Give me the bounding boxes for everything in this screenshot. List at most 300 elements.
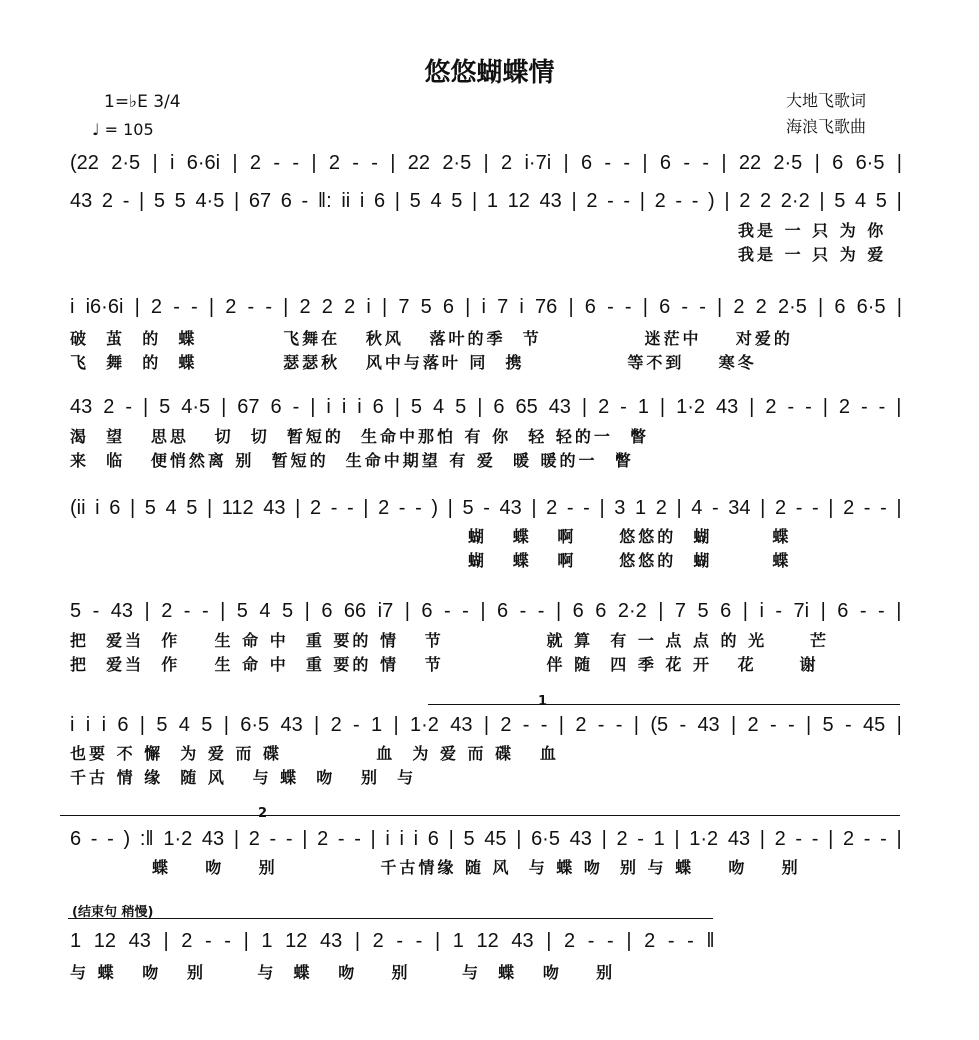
note: - (795, 828, 803, 850)
note: - (269, 828, 277, 850)
note: - (597, 714, 605, 736)
note: - (519, 600, 527, 622)
note: - (811, 497, 819, 519)
note: 7 (398, 296, 410, 318)
note: - (92, 600, 100, 622)
note: 2 (181, 930, 193, 952)
note: 67 (237, 396, 260, 418)
ending-lyrics: 与 蝶 吻 别 与 蝶 吻 别 与 蝶 吻 别 (70, 963, 616, 982)
volta-bracket-2 (60, 815, 900, 816)
note: i (85, 714, 91, 736)
bar-line: | (742, 600, 748, 622)
note: 6·6i (186, 152, 221, 174)
note: ) (431, 497, 439, 519)
note: 6 (117, 714, 129, 736)
note: i (70, 714, 75, 736)
note: 6 (270, 396, 282, 418)
bar-line: | (658, 600, 664, 622)
note: 2 (500, 714, 512, 736)
note: 43 (128, 930, 151, 952)
note: i (759, 600, 764, 622)
note: - (201, 600, 209, 622)
note: - (863, 497, 871, 519)
note: - (624, 296, 632, 318)
note: 2·2 (780, 190, 810, 212)
note: 4 (855, 190, 867, 212)
note: 2 (330, 714, 342, 736)
note: 4 (259, 600, 271, 622)
bar-line: | (390, 152, 396, 174)
bar-line: | (477, 396, 483, 418)
note: 2·2 (617, 600, 647, 622)
note: 6·5 (240, 714, 270, 736)
note: 6 (497, 600, 509, 622)
note: i (70, 296, 75, 318)
note: - (371, 152, 378, 174)
note: - (880, 497, 887, 519)
bar-line: | (531, 497, 537, 519)
bar-line: | (394, 396, 400, 418)
bar-line: | (642, 296, 648, 318)
note: 1 (634, 497, 647, 519)
lyrics-line: 破 茧 的 蝶 飞舞在 秋风 落叶的季 节 迷茫中 对爱的 (70, 329, 793, 348)
note: 2 (225, 296, 237, 318)
note: i·7i (524, 152, 552, 174)
note: 5 (463, 828, 475, 850)
bar-line: | (152, 152, 158, 174)
note: (ii (70, 497, 86, 519)
bar-line: | (626, 930, 632, 952)
bar-line: | (472, 190, 478, 212)
bar-line: | (233, 828, 240, 850)
note: 5 (186, 497, 198, 519)
note: 12 (93, 930, 116, 952)
note: - (398, 497, 406, 519)
bar-line: | (314, 714, 320, 736)
note: 43 (499, 497, 522, 519)
bar-line: | (568, 296, 574, 318)
bar-line: | (749, 396, 755, 418)
note: 2 (103, 396, 115, 418)
volta-bracket-1 (428, 704, 900, 705)
note: - (483, 497, 490, 519)
note: - (788, 714, 795, 736)
note: - (540, 714, 548, 736)
note: 5 (455, 396, 467, 418)
note: 5 (282, 600, 294, 622)
note: 6 (442, 296, 455, 318)
bar-line: | (480, 600, 486, 622)
notation-system (70, 152, 902, 175)
lyrics-line: 把 爱当 作 生 命 中 重 要的 情 节 就 算 有 一 点 点 的 光 芒 (70, 631, 829, 650)
note: i (101, 714, 107, 736)
composer-credit: 海浪飞歌曲 (786, 117, 867, 136)
note: 5 (697, 600, 709, 622)
note: 43 (569, 828, 592, 850)
notation-system (70, 296, 902, 319)
note: 5 (174, 190, 186, 212)
notation-system (70, 828, 902, 851)
note: 12 (285, 930, 308, 952)
note: - (301, 190, 309, 212)
note: - (620, 396, 627, 418)
bar-line: | (896, 497, 902, 519)
note: 2 (774, 828, 786, 850)
note: - (462, 600, 469, 622)
note: 5 (834, 190, 846, 212)
lyrics-line: 千古 情 缘 随 风 与 蝶 吻 别 与 (70, 768, 417, 787)
bar-line: | (546, 930, 552, 952)
note: 12 (476, 930, 499, 952)
note: - (880, 828, 887, 850)
note: 5 (822, 714, 834, 736)
note: 6 (834, 296, 846, 318)
note: - (702, 152, 709, 174)
note: 2 (644, 930, 656, 952)
note: - (615, 714, 623, 736)
note: 1·2 (676, 396, 705, 418)
note: 6·5 (856, 296, 886, 318)
bar-line: | (304, 600, 310, 622)
note: 6 (659, 296, 671, 318)
note: - (265, 296, 272, 318)
bar-line: | (896, 600, 902, 622)
note: 43 (511, 930, 534, 952)
note: 6 (372, 396, 384, 418)
note: 43 (70, 190, 93, 212)
bar-line: | (129, 497, 136, 519)
note: 6 (321, 600, 333, 622)
note: - (667, 930, 675, 952)
key-signature: 1=♭E 3/4 (104, 92, 181, 112)
note: 2 (546, 497, 558, 519)
note: 1 (486, 190, 498, 212)
note: - (583, 497, 590, 519)
note: - (330, 497, 338, 519)
note: - (273, 152, 281, 174)
bar-line: | (483, 714, 490, 736)
note: - (566, 497, 574, 519)
note: 43 (263, 497, 286, 519)
bar-line: | (221, 396, 227, 418)
lyrics-line: 我是 一 只 为 你 (738, 221, 887, 240)
note: 2 (378, 497, 390, 519)
note: i (385, 828, 390, 850)
note: - (878, 396, 886, 418)
note: - (691, 190, 699, 212)
note: - (623, 152, 631, 174)
notation-system (70, 396, 902, 419)
note: 43 (201, 828, 225, 850)
note: 2 (843, 497, 855, 519)
note: 2 (774, 497, 787, 519)
note: - (224, 930, 231, 952)
note: 22 (738, 152, 762, 174)
note: 22 (407, 152, 430, 174)
note: 2 (564, 930, 576, 952)
note: 2 (616, 828, 628, 850)
note: - (637, 828, 644, 850)
note: i7 (377, 600, 394, 622)
note: 6 (70, 828, 82, 850)
note: i (357, 396, 362, 418)
note: - (687, 930, 694, 952)
note: - (415, 497, 422, 519)
note: 2 (733, 296, 745, 318)
bar-line: | (818, 296, 824, 318)
note: - (712, 497, 719, 519)
bar-line: | (828, 497, 834, 519)
bar-line: | (206, 497, 213, 519)
bar-line: | (311, 152, 317, 174)
note: 43 (70, 396, 93, 418)
note: - (878, 600, 885, 622)
bar-line: | (448, 828, 454, 850)
note: 5 (409, 190, 421, 212)
note: - (444, 600, 451, 622)
note: 4 (165, 497, 177, 519)
bar-line: | (370, 828, 376, 850)
note: i (341, 396, 347, 418)
note: - (191, 296, 198, 318)
note: - (537, 600, 545, 622)
bar-line: | (354, 930, 361, 952)
note: 76 (535, 296, 558, 318)
note: 1 (371, 714, 383, 736)
note: 5 (410, 396, 423, 418)
note: 4 (433, 396, 445, 418)
bar-line: | (828, 828, 834, 850)
note: 2 (838, 396, 851, 418)
note: 6 (421, 600, 433, 622)
bar-line: | (447, 497, 453, 519)
note: 6 (109, 497, 121, 519)
note: - (679, 714, 687, 736)
ending-notation (70, 930, 715, 953)
bar-line: | (896, 828, 902, 850)
note: 2 (321, 296, 333, 318)
note: 7 (674, 600, 687, 622)
bar-line: | (760, 497, 766, 519)
note: 43 (539, 190, 562, 212)
bar-line: | (381, 296, 388, 318)
note: 2 (586, 190, 598, 212)
bar-line: | (393, 714, 399, 736)
note: 5 (156, 714, 168, 736)
bar-line: | (820, 600, 826, 622)
lyricist-credit: 大地飞歌词 (786, 91, 867, 110)
note: - (787, 396, 795, 418)
notation-system (70, 190, 902, 213)
note: 2 (309, 497, 322, 519)
bar-line: | (134, 296, 140, 318)
note: 2 (842, 828, 855, 850)
bar-line: | (555, 600, 562, 622)
note: 4·5 (195, 190, 225, 212)
note: - (522, 714, 530, 736)
note: - (292, 152, 299, 174)
note: - (346, 497, 354, 519)
bar-line: | (819, 190, 825, 212)
note: - (607, 930, 614, 952)
bar-line: | (404, 600, 410, 622)
note: 6 (427, 828, 439, 850)
bar-line: | (599, 497, 605, 519)
bar-line: | (721, 152, 727, 174)
bar-line: | (571, 190, 577, 212)
note: i (481, 296, 486, 318)
lyrics-line: 蝴 蝶 啊 悠悠的 蝴 蝶 (468, 527, 792, 546)
lyrics-line: 来 临 便悄然离 别 暂短的 生命中期望 有 爱 暖 暖的一 瞥 (70, 451, 634, 470)
note: 2 (101, 190, 114, 212)
note: - (683, 152, 691, 174)
note: 2 (248, 828, 260, 850)
note: - (607, 296, 614, 318)
bar-line: | (717, 296, 723, 318)
note: 6 (374, 190, 386, 212)
note: - (125, 396, 132, 418)
bar-line: | (139, 714, 145, 736)
bar-line: | (516, 828, 522, 850)
note: 2 (765, 396, 777, 418)
note: 6·5 (531, 828, 560, 850)
bar-line: | (142, 396, 149, 418)
bar-line: | (223, 714, 229, 736)
bar-line: | (208, 296, 215, 318)
note: 6 (280, 190, 292, 212)
volta-2-label: 2 (258, 806, 268, 821)
lyrics-line: 渴 望 思思 切 切 暂短的 生命中那怕 有 你 轻 轻的一 瞥 (70, 427, 649, 446)
note: 5 (70, 600, 82, 622)
note: - (247, 296, 255, 318)
note: - (863, 828, 871, 850)
bar-line: | (896, 396, 902, 418)
lyrics-line: 我是 一 只 为 爱 (738, 245, 887, 264)
bar-line: | (465, 296, 471, 318)
note: - (859, 600, 867, 622)
note: 2 (317, 828, 329, 850)
note: - (844, 714, 852, 736)
note: 6 (493, 396, 505, 418)
note: 43 (548, 396, 571, 418)
bar-line: | (896, 190, 902, 212)
note: 5 (451, 190, 463, 212)
note: 1 (653, 828, 665, 850)
note: 1 (70, 930, 82, 952)
bar-line: | (144, 600, 150, 622)
bar-line: | (434, 930, 441, 952)
note: 4 (691, 497, 703, 519)
note: i (169, 152, 175, 174)
note: 2 (372, 930, 384, 952)
note: 43 (697, 714, 720, 736)
note: 2 (760, 190, 772, 212)
bar-line: | (295, 497, 301, 519)
note: 6 (572, 600, 584, 622)
ending-label: (结束句 稍慢) (72, 905, 154, 920)
note: - (173, 296, 180, 318)
note: 6 (580, 152, 593, 174)
note: 7 (497, 296, 509, 318)
note: ii (341, 190, 351, 212)
note: 2·5 (442, 152, 472, 174)
bar-line: | (896, 296, 902, 318)
note: 43 (450, 714, 473, 736)
note: 2 (501, 152, 513, 174)
note: 43 (319, 930, 343, 952)
note: - (353, 714, 360, 736)
note: i (366, 296, 371, 318)
bar-line: :‖ (139, 828, 154, 850)
bar-line: | (674, 828, 680, 850)
bar-line: | (302, 828, 308, 850)
bar-line: | (731, 714, 737, 736)
note: - (770, 714, 777, 736)
bar-line: | (232, 152, 238, 174)
note: 2 (739, 190, 751, 212)
note: 1 (452, 930, 464, 952)
note: - (675, 190, 683, 212)
bar-line: | (822, 396, 828, 418)
note: - (805, 396, 812, 418)
note: i6·6i (85, 296, 124, 318)
note: 45 (862, 714, 886, 736)
bar-line: | (642, 152, 648, 174)
note: - (396, 930, 404, 952)
bar-line: | (724, 190, 730, 212)
note: 2 (598, 396, 610, 418)
note: 2 (150, 296, 163, 318)
note: 5 (159, 396, 171, 418)
note: 5 (420, 296, 432, 318)
bar-line: | (558, 714, 564, 736)
ending-bracket (68, 918, 713, 919)
note: - (285, 828, 293, 850)
notation-system (70, 714, 902, 737)
bar-line: | (633, 714, 639, 736)
note: 34 (728, 497, 751, 519)
note: 1 (637, 396, 649, 418)
bar-line: | (676, 497, 682, 519)
note: 6 (659, 152, 672, 174)
note: 5 (236, 600, 248, 622)
note: 43 (727, 828, 751, 850)
note: 2·5 (773, 152, 803, 174)
note: 6 (832, 152, 844, 174)
note: - (352, 152, 359, 174)
note: - (205, 930, 212, 952)
note: 7i (793, 600, 810, 622)
notation-system (70, 497, 902, 520)
note: 2 (249, 152, 262, 174)
note: 2 (654, 190, 666, 212)
lyrics-line: 蝴 蝶 啊 悠悠的 蝴 蝶 (468, 551, 792, 570)
note: 5 (462, 497, 474, 519)
bar-line: | (659, 396, 666, 418)
note: - (811, 828, 819, 850)
bar-line: | (139, 190, 145, 212)
note: - (681, 296, 689, 318)
note: - (354, 828, 361, 850)
note: i (399, 828, 404, 850)
note: 1 (261, 930, 273, 952)
bar-line: | (601, 828, 607, 850)
note: i (95, 497, 100, 519)
note: - (699, 296, 706, 318)
note: 43 (280, 714, 303, 736)
note: - (860, 396, 868, 418)
bar-line: | (243, 930, 249, 952)
